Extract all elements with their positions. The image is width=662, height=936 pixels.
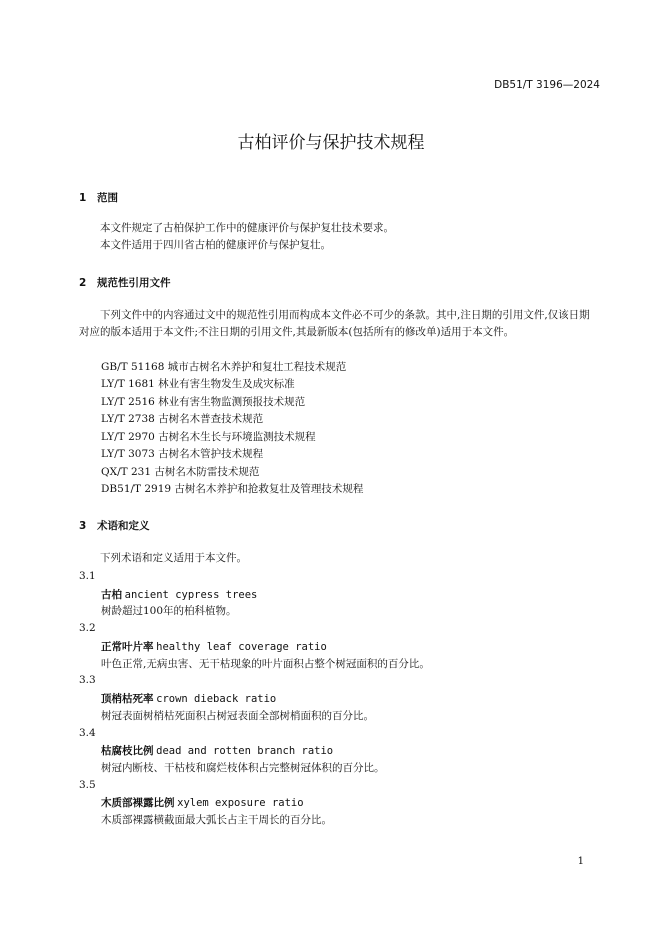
section-heading-references bbox=[79, 275, 171, 290]
term-definition: 树龄超过100年的柏科植物。 bbox=[101, 605, 237, 617]
term-definition: 树冠内断枝、干枯枝和腐烂枝体积占完整树冠体积的百分比。 bbox=[101, 762, 385, 774]
term-heading bbox=[101, 743, 333, 758]
term-definition: 木质部裸露横截面最大弧长占主干周长的百分比。 bbox=[101, 814, 332, 826]
term-number: 3.2 bbox=[79, 622, 96, 634]
term-zh: 顶梢枯死率 bbox=[101, 693, 154, 705]
section-title: 术语和定义 bbox=[97, 520, 150, 532]
section-title: 规范性引用文件 bbox=[97, 277, 171, 289]
reference-item: DB51/T 2919 古树名木养护和抢救复壮及管理技术规程 bbox=[101, 483, 364, 495]
page-number: 1 bbox=[577, 856, 584, 867]
term-en: healthy leaf coverage ratio bbox=[156, 641, 327, 653]
reference-item: LY/T 2970 古树名木生长与环境监测技术规程 bbox=[101, 431, 316, 443]
scope-paragraph: 本文件适用于四川省古柏的健康评价与保护复壮。 bbox=[100, 239, 331, 251]
document-title: 古柏评价与保护技术规程 bbox=[237, 133, 425, 153]
reference-item: LY/T 1681 林业有害生物发生及成灾标准 bbox=[101, 378, 295, 390]
term-definition: 叶色正常,无病虫害、无干枯现象的叶片面积占整个树冠面积的百分比。 bbox=[101, 658, 430, 670]
section-number: 2 bbox=[79, 277, 87, 289]
term-number: 3.4 bbox=[79, 727, 96, 739]
reference-item: QX/T 231 古树名木防雷技术规范 bbox=[101, 466, 260, 478]
reference-item: LY/T 2516 林业有害生物监测预报技术规范 bbox=[101, 396, 306, 408]
references-intro: 下列文件中的内容通过文中的规范性引用而构成本文件必不可少的条款。其中,注日期的引用文件,仅该日期对应的版本适用于本文件;不注日期的引用文件,其最新版本(包括所有的修改单)适用于本文件。 bbox=[79, 309, 590, 338]
term-zh: 正常叶片率 bbox=[101, 641, 154, 653]
section-number: 1 bbox=[79, 192, 87, 204]
terms-intro: 下列术语和定义适用于本文件。 bbox=[100, 552, 247, 564]
term-en: xylem exposure ratio bbox=[177, 797, 304, 809]
document-code: DB51/T 3196—2024 bbox=[494, 79, 600, 91]
section-number: 3 bbox=[79, 520, 87, 532]
reference-item: GB/T 51168 城市古树名木养护和复壮工程技术规范 bbox=[101, 361, 347, 373]
term-heading bbox=[101, 691, 276, 706]
term-number: 3.1 bbox=[79, 570, 96, 582]
term-heading bbox=[101, 795, 304, 810]
term-en: dead and rotten branch ratio bbox=[156, 745, 334, 757]
scope-paragraph: 本文件规定了古柏保护工作中的健康评价与保护复壮技术要求。 bbox=[100, 222, 394, 234]
section-title: 范围 bbox=[97, 192, 118, 204]
reference-item: LY/T 2738 古树名木普查技术规范 bbox=[101, 413, 264, 425]
term-number: 3.3 bbox=[79, 674, 96, 686]
term-zh: 古柏 bbox=[101, 589, 122, 601]
term-en: ancient cypress trees bbox=[124, 589, 258, 601]
term-number: 3.5 bbox=[79, 779, 96, 791]
term-en: crown dieback ratio bbox=[156, 693, 277, 705]
term-zh: 枯腐枝比例 bbox=[101, 745, 154, 757]
section-heading-terms bbox=[79, 518, 150, 533]
reference-item: LY/T 3073 古树名木管护技术规程 bbox=[101, 448, 264, 460]
term-heading bbox=[101, 587, 257, 602]
term-definition: 树冠表面树梢枯死面积占树冠表面全部树梢面积的百分比。 bbox=[101, 710, 374, 722]
term-zh: 木质部裸露比例 bbox=[101, 797, 175, 809]
section-heading-scope bbox=[79, 190, 118, 205]
term-heading bbox=[101, 639, 327, 654]
